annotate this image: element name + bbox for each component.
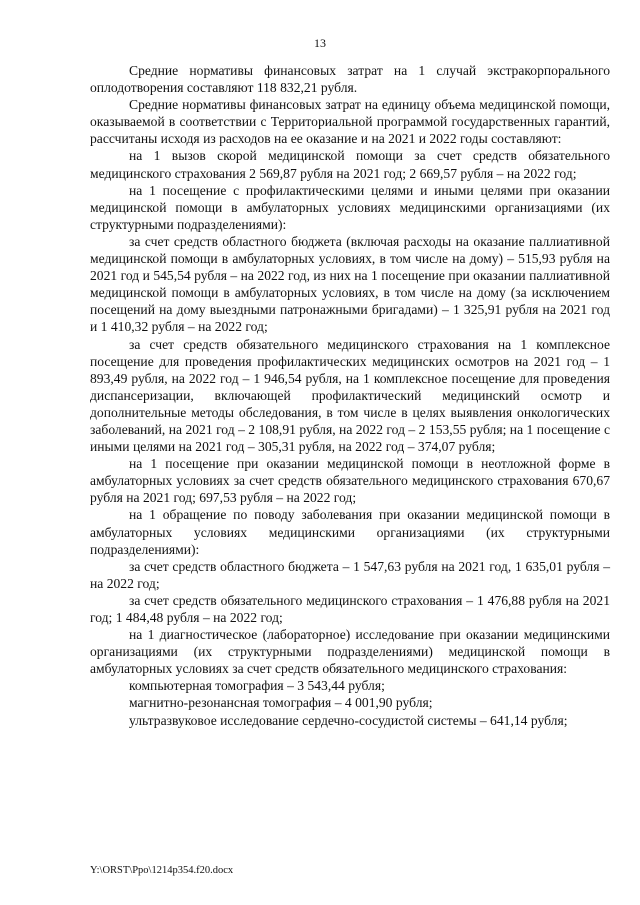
footer-file-path: Y:\ORST\Ppo\1214p354.f20.docx: [90, 865, 234, 876]
paragraph: ультразвуковое исследование сердечно-сосудистой системы – 641,14 рубля;: [129, 712, 568, 728]
paragraph: за счет средств обязательного медицинского страхования – 1 476,88 рубля на 2021 год; 1 484,48 рубля – на 2022 год;: [90, 592, 610, 625]
paragraph: Средние нормативы финансовых затрат на единицу объема медицинской помощи, оказываемой в соответствии с Территориальной программой государственных гарантий, рассчитаны исходя из расходов на ее оказание и на 2021 и 2022 годы составляют:: [90, 97, 610, 147]
paragraph: Средние нормативы финансовых затрат на 1 случай экстракорпорального оплодотворения составляют 118 832,21 рубля.: [90, 63, 610, 96]
page-number: 13: [314, 36, 326, 50]
paragraph: за счет средств областного бюджета – 1 547,63 рубля на 2021 год, 1 635,01 рубля – на 2022 год;: [90, 558, 610, 591]
paragraph: на 1 посещение с профилактическими целями и иными целями при оказании медицинской помощи в амбулаторных условиях медицинскими организациями (их структурными подразделениями):: [90, 182, 610, 232]
paragraph: на 1 обращение по поводу заболевания при оказании медицинской помощи в амбулаторных условиях медицинскими организациями (их структурными подразделениями):: [90, 507, 610, 557]
paragraph: на 1 посещение при оказании медицинской помощи в неотложной форме в амбулаторных условиях за счет средств обязательного медицинского страхования 670,67 рубля на 2021 год; 697,53 рубля – на 2022 год;: [90, 456, 610, 506]
paragraph: за счет средств областного бюджета (включая расходы на оказание паллиативной медицинской помощи в амбулаторных условиях, в том числе на дому) – 515,93 рубля на 2021 год и 545,54 рубля – на 2022 год, из них на 1 посещение при оказании паллиативной медицинской помощи в амбулаторных условиях, в том числе на дому (за исключением посещений на дому выездными патронажными бригадами) – 1 325,91 рубля на 2021 год и 1 410,32 рубля – на 2022 год;: [90, 233, 610, 335]
paragraph: компьютерная томография – 3 543,44 рубля;: [129, 678, 385, 694]
paragraph: на 1 диагностическое (лабораторное) исследование при оказании медицинскими организациями (их структурными подразделениями) медицинской помощи в амбулаторных условиях за счет средств обязательного медицинского страхования:: [90, 627, 610, 677]
document-body: [90, 62, 610, 729]
paragraph: на 1 вызов скорой медицинской помощи за счет средств обязательного медицинского страхования 2 569,87 рубля на 2021 год; 2 669,57 рубля – на 2022 год;: [90, 148, 610, 181]
paragraph: магнитно-резонансная томография – 4 001,90 рубля;: [129, 695, 433, 711]
paragraph: за счет средств обязательного медицинского страхования на 1 комплексное посещение для проведения профилактических медицинских осмотров на 2021 год – 1 893,49 рубля, на 2022 год – 1 946,54 рубля, на 1 комплексное посещение для проведения диспансеризации, включающей профилактический медицинский осмотр и дополнительные методы обследования, в том числе в целях выявления онкологических заболеваний, на 2021 год – 2 108,91 рубля, на 2022 год – 2 153,55 рубля; на 1 посещение с иными целями на 2021 год – 305,31 рубля, на 2022 год – 374,07 рубля;: [90, 336, 610, 455]
